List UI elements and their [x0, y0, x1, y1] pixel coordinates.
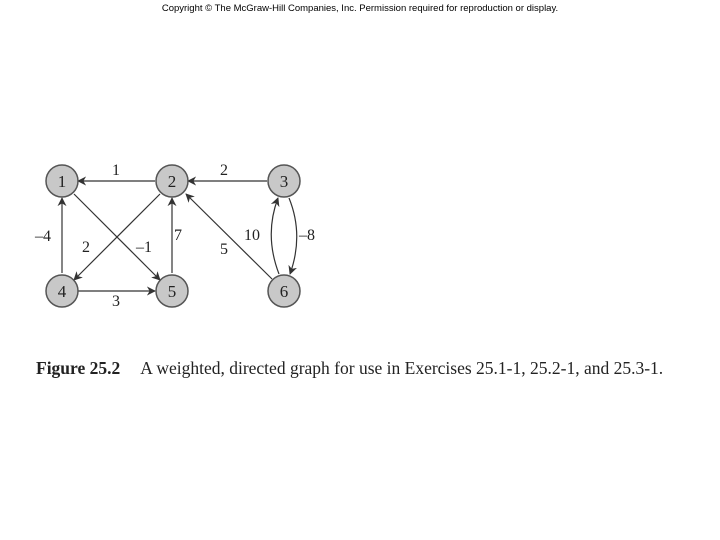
weight-2-1: 1	[112, 162, 120, 179]
weight-4-5: 3	[112, 293, 120, 310]
edge-6-3	[271, 198, 279, 274]
weight-3-2: 2	[220, 162, 228, 179]
node-1	[46, 165, 78, 197]
node-4	[46, 275, 78, 307]
copyright-notice: Copyright © The McGraw-Hill Companies, Inc. Permission required for reproduction or display.	[161, 3, 559, 14]
weight-2-4: 2	[82, 239, 90, 256]
node-2-label: 2	[167, 172, 177, 191]
weight-6-2: 5	[220, 241, 228, 258]
node-6	[268, 275, 300, 307]
node-4-label: 4	[57, 282, 67, 301]
node-5-label: 5	[167, 282, 177, 301]
weight-1-5: –1	[136, 239, 152, 256]
figure-number: Figure 25.2	[36, 358, 121, 378]
weight-5-2: 7	[174, 227, 182, 244]
node-5	[156, 275, 188, 307]
node-6-label: 6	[279, 282, 289, 301]
weight-4-1: –4	[35, 228, 51, 245]
node-1-label: 1	[57, 172, 67, 191]
weight-6-3: 10	[244, 227, 260, 244]
node-2	[156, 165, 188, 197]
weight-3-6: –8	[299, 227, 315, 244]
caption-text: A weighted, directed graph for use in Exercises 25.1-1, 25.2-1, and 25.3-1.	[140, 358, 664, 378]
figure-caption	[36, 358, 716, 379]
edge-3-6	[289, 198, 297, 274]
node-3	[268, 165, 300, 197]
node-3-label: 3	[279, 172, 289, 191]
